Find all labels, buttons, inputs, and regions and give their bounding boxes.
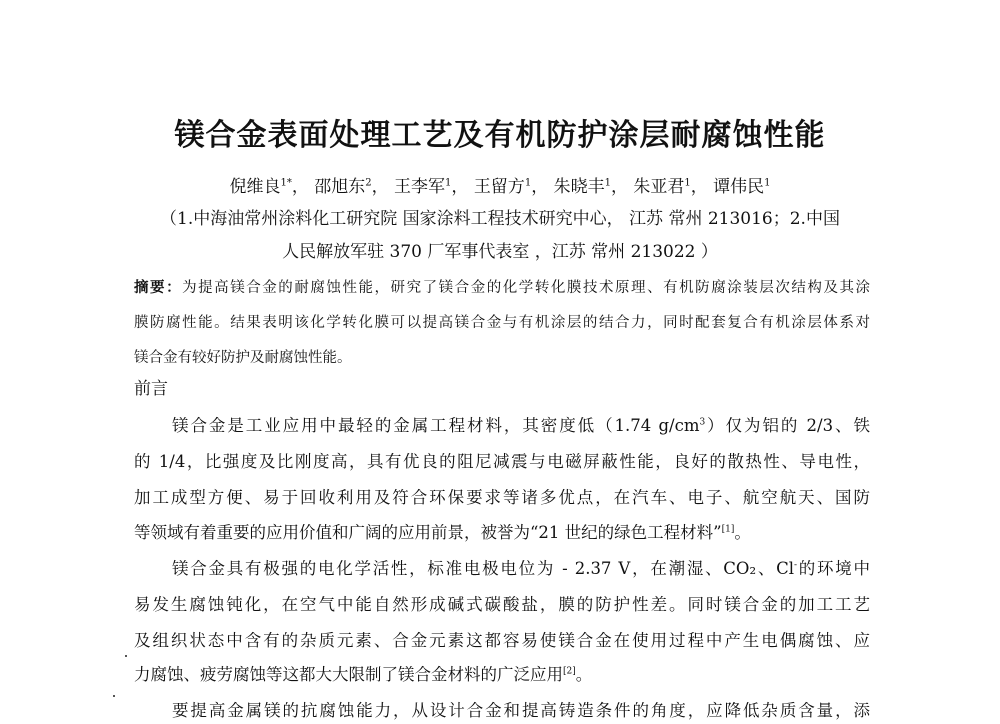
citation-superscript: 3 — [699, 417, 706, 428]
paragraph-line: 等领域有着重要的应用价值和广阔的应用前景，被誉为“21 世纪的绿色工程材料”[1]。 — [134, 523, 751, 542]
paragraph-line: 加工成型方便、易于回收利用及符合环保要求等诸多优点，在汽车、电子、航空航天、国防 — [134, 488, 870, 507]
author: 朱晓丰$^1$ — [553, 177, 611, 197]
citation-superscript: [2] — [563, 666, 576, 677]
scan-speck — [113, 695, 115, 697]
author: 倪维良$^{1*}$ — [229, 177, 292, 197]
citation-superscript: - — [793, 560, 798, 571]
author: 朱亚君$^1$ — [633, 177, 691, 197]
paragraph-line: 镁合金是工业应用中最轻的金属工程材料，其密度低（1.74 $g/cm^3$）仅为铝的 2/3、铁 — [172, 416, 870, 435]
paragraph-line: 及组织状态中含有的杂质元素、合金元素这都容易使镁合金在使用过程中产生电偶腐蚀、应 — [134, 631, 870, 650]
affiliation-line: （1.中海油常州涂料化工研究院 国家涂料工程技术研究中心， 江苏 常州 213016；2.中国 — [160, 209, 840, 229]
section-heading: 前言 — [134, 379, 168, 399]
paragraph-line: 要提高金属镁的抗腐蚀能力，从设计合金和提高铸造条件的角度，应降低杂质含量，添 — [172, 701, 870, 720]
abstract-line: 镁合金有较好防护及耐腐蚀性能。 — [134, 350, 352, 366]
affiliation-line: 人民解放军驻 370 厂军事代表室 ，江苏 常州 213022 ） — [282, 242, 718, 262]
author: 王李军$^1$ — [394, 177, 452, 197]
paragraph-line: 的 1/4，比强度及比刚度高，具有优良的阻尼减震与电磁屏蔽性能，良好的散热性、导电性， — [134, 452, 870, 471]
abstract-label: 摘要： — [134, 279, 183, 296]
citation-superscript: [1] — [721, 524, 735, 535]
author: 王留方$^1$ — [473, 177, 532, 197]
paragraph-line: 镁合金具有极强的电化学活性，标准电极电位为 - 2.37 V，在潮湿、CO₂、Cl-的环境中 — [172, 559, 870, 578]
scan-speck — [125, 655, 127, 657]
abstract-line: 摘要：为提高镁合金的耐腐蚀性能，研究了镁合金的化学转化膜技术原理、有机防腐涂装层次结构及其涂 — [134, 279, 871, 296]
author: 邵旭东$^2$ — [314, 177, 372, 197]
author-list: 倪维良$^{1*}$， 邵旭东$^2$， 王李军$^1$， 王留方$^1$， 朱晓丰$^1$， 朱亚君$^1$， 谭伟民$^1$ — [229, 177, 771, 197]
paragraph-line: 易发生腐蚀钝化，在空气中能自然形成碱式碳酸盐，膜的防护性差。同时镁合金的加工工艺 — [134, 595, 870, 614]
paragraph-line: 力腐蚀、疲劳腐蚀等这都大大限制了镁合金材料的广泛应用[2]。 — [134, 665, 593, 684]
abstract-line: 膜防腐性能。结果表明该化学转化膜可以提高镁合金与有机涂层的结合力，同时配套复合有机涂层体系对 — [134, 315, 870, 331]
document-title: 镁合金表面处理工艺及有机防护涂层耐腐蚀性能 — [174, 118, 826, 153]
author: 谭伟民$^1$ — [713, 177, 771, 197]
